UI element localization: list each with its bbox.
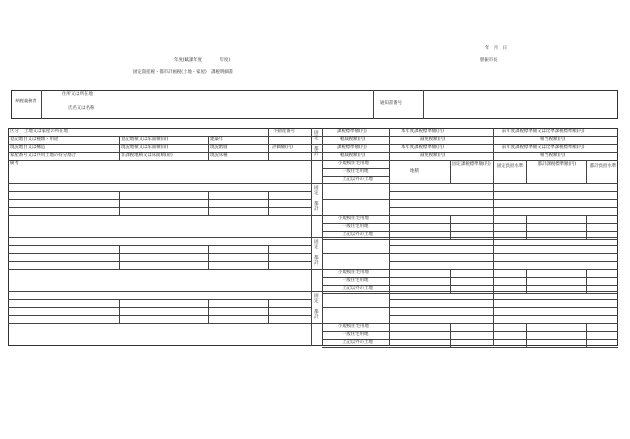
record-land-type: 一般住宅用地: [342, 224, 369, 229]
col-kubun: 区分: [10, 129, 19, 134]
equivalent-tax-2: 相当税額(円): [540, 153, 566, 158]
record-toshi-label: 都計: [313, 255, 319, 265]
issuer-name: 胆振市長: [480, 58, 498, 63]
taxpayer-box: [11, 90, 618, 119]
hdr-toshi-tax-base: 都計課税標準額(円): [537, 162, 577, 167]
record-land-type: 一般住宅用地: [342, 332, 369, 337]
current-tax-base: 本年度課税標準額(円): [401, 129, 444, 134]
prev-tax-base: 前年度課税標準額又は比準課税標準額(円): [502, 129, 585, 134]
col-location: 土地又は家屋の所在地: [24, 129, 68, 134]
record-land-type: 小規模住宅用地: [338, 216, 369, 221]
prev-tax-base-2: 前年度課税標準額又は比準課税標準額(円): [502, 145, 585, 150]
record-kotei-label: 固定: [313, 185, 319, 195]
col-real-estate-number: 不動産番号: [273, 129, 295, 134]
tax-base-label: 課税標準額(円): [337, 129, 367, 134]
record-land-type: 小規模住宅用地: [338, 270, 369, 275]
col-registered-type: 登記地目又は種類・用途: [10, 137, 59, 142]
col-assessed-value: 評価額(円): [272, 145, 293, 150]
taxpayer-label: 納税義務者: [15, 98, 37, 103]
address-label: 住所又は所在地: [62, 92, 93, 97]
equivalent-tax: 相当税額(円): [540, 137, 566, 142]
exemption-label: 減免税額(円): [420, 137, 446, 142]
toshi-label: 都計: [313, 146, 319, 156]
record-toshi-label: 都計: [313, 201, 319, 211]
remarks-label: 備考: [10, 161, 19, 166]
kotei-label: 固定: [313, 130, 319, 140]
exemption-label-2: 減免税額(円): [420, 153, 446, 158]
record-land-type: 一般住宅用地: [342, 278, 369, 283]
hdr-area: 地積: [410, 169, 419, 174]
col-current-area: 現況地積又は床面積(㎡): [121, 145, 169, 150]
record-kotei-label: 固定: [313, 239, 319, 249]
hdr-small-housing: 小規模住宅用地: [338, 161, 369, 166]
issue-date: 年 月 日: [485, 46, 507, 51]
record-toshi-label: 都計: [313, 309, 319, 319]
reduction-label-2: 軽減税額(円): [340, 153, 366, 158]
col-floor-type: 現況床種: [210, 153, 228, 158]
name-label: 氏名又は名称: [68, 106, 95, 111]
record-land-type: 上記以外の土地: [342, 340, 373, 345]
hdr-other-land: 上記以外の土地: [342, 177, 373, 182]
record-land-type: 上記以外の土地: [342, 232, 373, 237]
reduction-label: 軽減税額(円): [340, 137, 366, 142]
col-nontax-area: 非課税地積又は床面積(㎡): [121, 153, 173, 158]
col-build-year: 建築年: [210, 137, 224, 142]
col-current-type: 現況地目又は構造: [10, 145, 46, 150]
col-registered-area: 登記地積又は床面積(㎡): [121, 137, 169, 142]
hdr-kotei-tax-base: 固定課税標準額(円): [452, 162, 491, 167]
hdr-kotei-burden: 固定負担水準: [496, 164, 524, 169]
current-tax-base-2: 本年度課税標準額(円): [401, 145, 444, 150]
hdr-toshi-burden: 都計負担水準: [589, 164, 617, 169]
notice-number-label: 通知書番号: [380, 101, 402, 106]
tax-base-label-2: 課税標準額(円): [337, 145, 367, 150]
record-land-type: 上記以外の土地: [342, 286, 373, 291]
record-kotei-label: 固定: [313, 293, 319, 303]
page-title: 固定資産税・都市計画税(土地・家屋) 課税明細書: [133, 70, 234, 75]
col-floors: 現況階層: [210, 145, 228, 150]
record-land-type: 小規模住宅用地: [338, 324, 369, 329]
fiscal-year: 年度(賦課年度 年度): [174, 58, 231, 63]
col-house-number: 家屋番号又は共用土地の持分割合: [10, 153, 76, 158]
hdr-general-housing: 一般住宅用地: [342, 169, 369, 174]
